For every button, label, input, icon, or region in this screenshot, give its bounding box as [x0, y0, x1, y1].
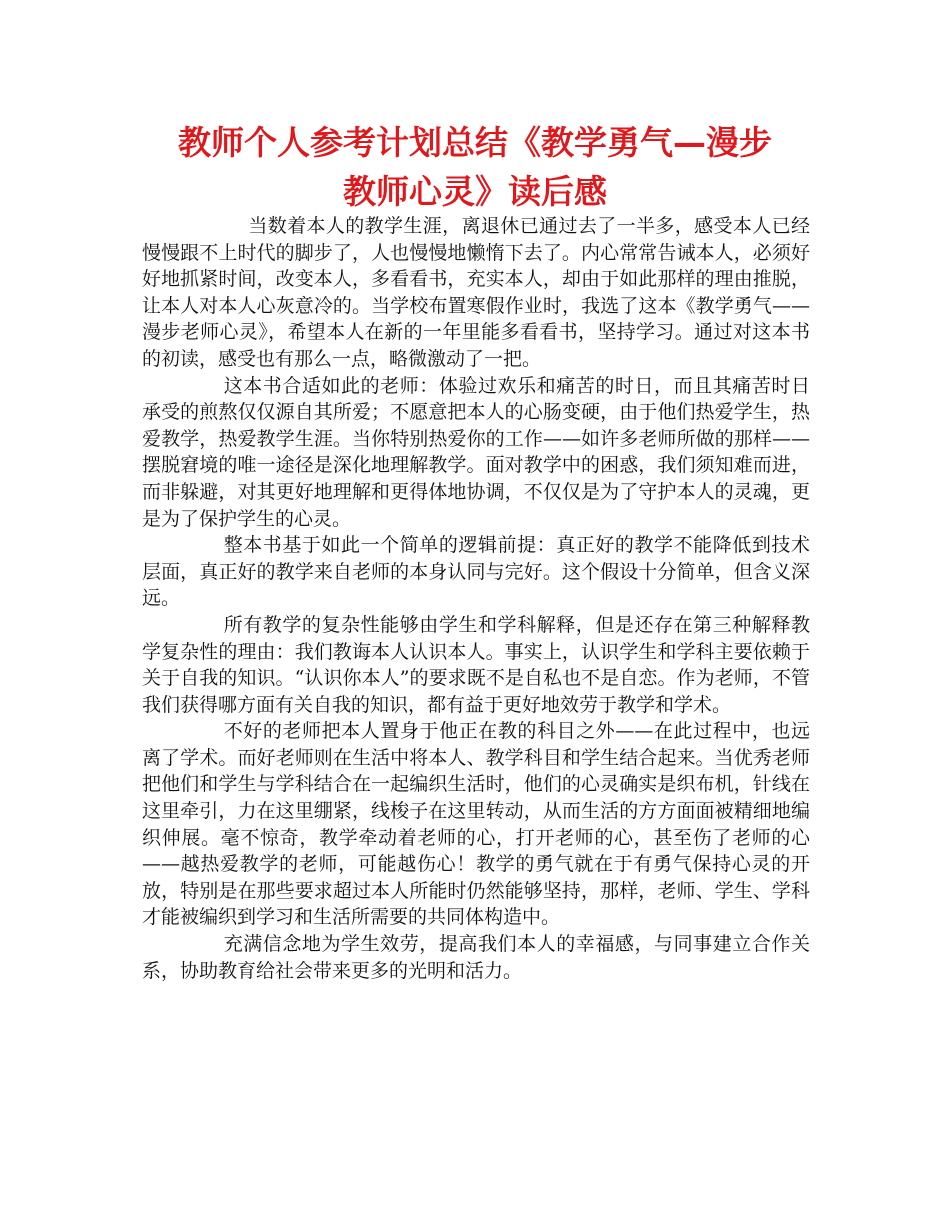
title-line-2: 教师心灵》读后感: [343, 172, 607, 211]
paragraph-5: 不好的老师把本人置身于他正在教的科目之外——在此过程中，也远离了学术。而好老师则在生活中将本人、教学科目和学生结合起来。当优秀老师把他们和学生与学科结合在一起编织生活时，他们的心灵确实是织布机，针线在这里牵引，力在这里绷紧，线梭子在这里转动，从而生活的方方面面被精细地编织伸展。毫不惊奇，教学牵动着老师的心，打开老师的心，甚至伤了老师的心——越热爱教学的老师，可能越伤心！教学的勇气就在于有勇气保持心灵的开放，特别是在那些要求超过本人所能时仍然能够坚持，那样，老师、学生、学科才能被编织到学习和生活所需要的共同体构造中。: [142, 720, 810, 929]
paragraph-1: 当数着本人的教学生涯，离退休已通过去了一半多，感受本人已经慢慢跟不上时代的脚步了，人也慢慢地懒惰下去了。内心常常告诫本人，必须好好地抓紧时间，改变本人，多看看书，充实本人，却由于如此那样的理由推脱，让本人对本人心灰意冷的。当学校布置寒假作业时，我选了这本《教学勇气——漫步老师心灵》，希望本人在新的一年里能多看看书，坚持学习。通过对这本书的初读，感受也有那么一点，略微激动了一把。: [142, 215, 810, 370]
paragraph-2: 这本书合适如此的老师：体验过欢乐和痛苦的时日，而且其痛苦时日承受的煎熬仅仅源自其所爱；不愿意把本人的心肠变硬，由于他们热爱学生，热爱教学，热爱教学生涯。当你特别热爱你的工作——如许多老师所做的那样——摆脱窘境的唯一途径是深化地理解教学。面对教学中的困惑，我们须知难而进，而非躲避，对其更好地理解和更得体地协调，不仅仅是为了守护本人的灵魂，更是为了保护学生的心灵。: [142, 374, 810, 530]
paragraph-4: 所有教学的复杂性能够由学生和学科解释，但是还存在第三种解释教学复杂性的理由：我们教诲本人认识本人。事实上，认识学生和学科主要依赖于关于自我的知识。“认识你本人”的要求既不是自私也不是自恋。作为老师，不管我们获得哪方面有关自我的知识，都有益于更好地效劳于教学和学术。: [142, 613, 810, 716]
paragraph-6: 充满信念地为学生效劳，提高我们本人的幸福感，与同事建立合作关系，协助教育给社会带来更多的光明和活力。: [142, 933, 810, 982]
title-line-1: 教师个人参考计划总结《教学勇气—漫步: [178, 123, 772, 162]
document-body: [142, 213, 810, 984]
paragraph-3: 整本书基于如此一个简单的逻辑前提：真正好的教学不能降低到技术层面，真正好的教学来自老师的本身认同与完好。这个假设十分简单，但含义深远。: [142, 534, 810, 610]
document-title: [140, 118, 810, 216]
